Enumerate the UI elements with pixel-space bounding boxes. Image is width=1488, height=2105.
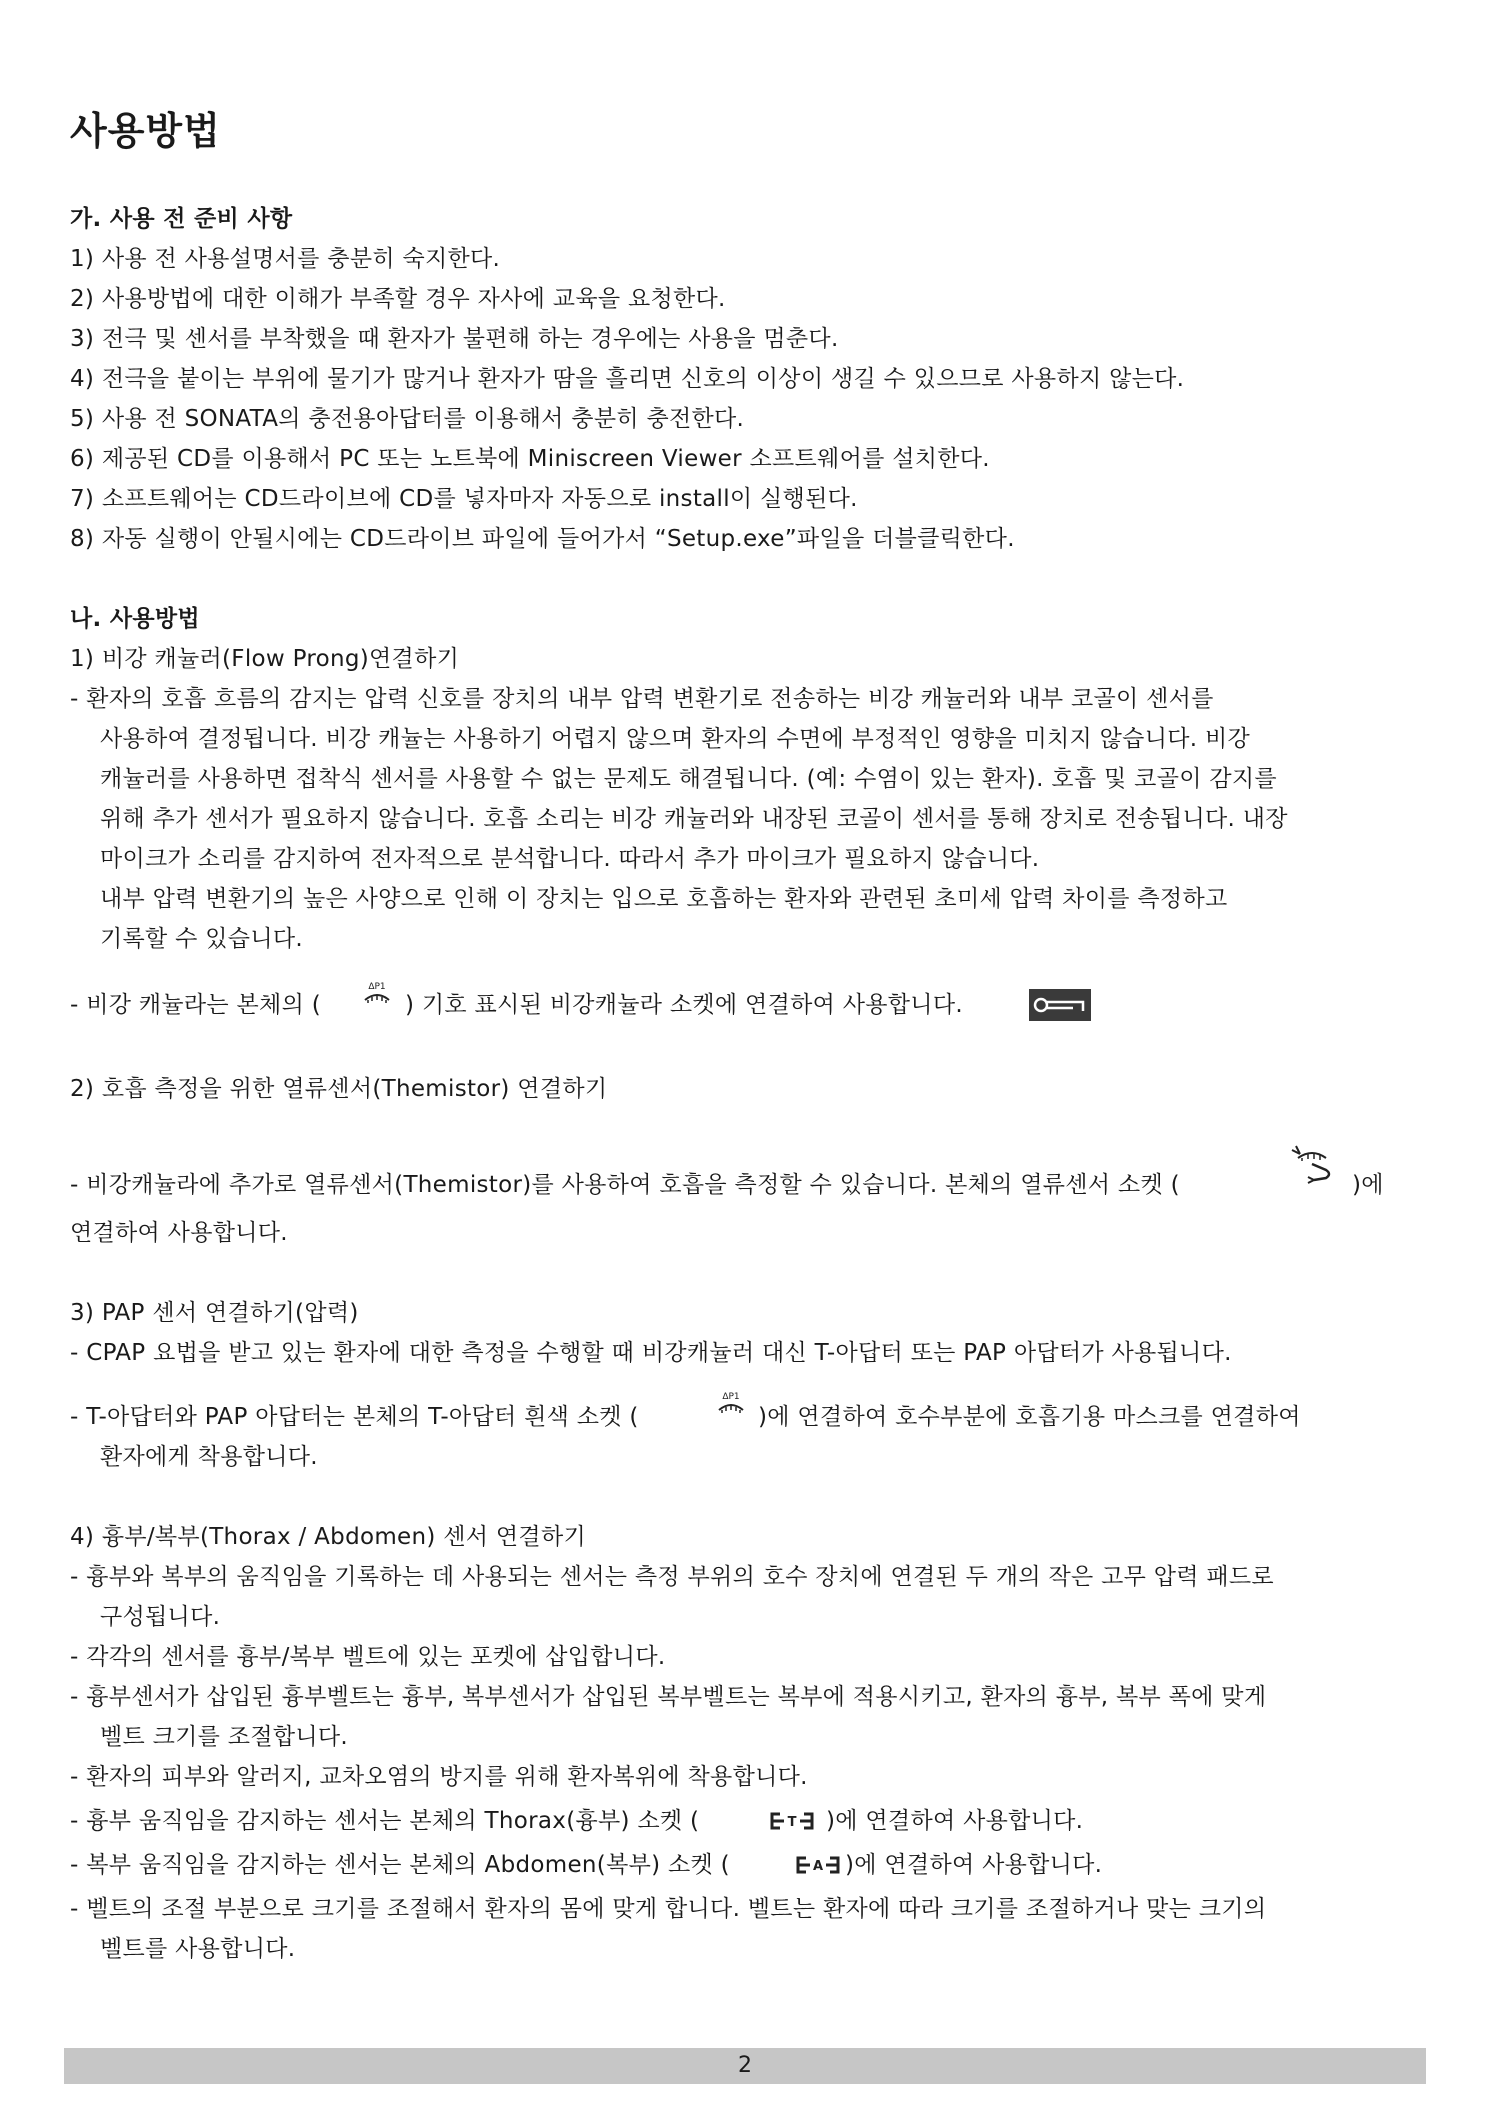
thermistor-line: - 비강캐뉼라에 추가로 열류센서(Themistor)를 사용하여 호흡을 측정할 수 있습니다. 본체의 열류센서 소켓 ( <box>70 1172 1180 1198</box>
pap-line-post: )에 연결하여 호수부분에 호흡기용 마스크를 연결하여 <box>758 1404 1301 1430</box>
subsection-3-heading: 3) PAP 센서 연결하기(압력) <box>70 1300 359 1326</box>
belt-line: 구성됩니다. <box>100 1604 221 1630</box>
thermistor-line-end: )에 <box>1352 1172 1384 1198</box>
belt-line: - 환자의 피부와 알러지, 교차오염의 방지를 위해 환자복위에 착용합니다. <box>70 1764 808 1790</box>
thorax-socket-icon <box>768 1810 816 1832</box>
thermistor-line-2: 연결하여 사용합니다. <box>70 1220 288 1246</box>
nasal-cannula-socket-icon <box>360 978 394 1008</box>
thermistor-socket-icon <box>1288 1144 1336 1194</box>
socket-line-post: ) 기호 표시된 비강캐뉼라 소켓에 연결하여 사용합니다. <box>405 992 963 1018</box>
thorax-line-post: )에 연결하여 사용합니다. <box>826 1808 1084 1834</box>
abdomen-line-post: )에 연결하여 사용합니다. <box>845 1852 1103 1878</box>
section-b-heading: 나. 사용방법 <box>70 606 200 632</box>
section-a-item: 3) 전극 및 센서를 부착했을 때 환자가 불편해 하는 경우에는 사용을 멈춘다. <box>70 326 839 352</box>
section-a-item: 8) 자동 실행이 안될시에는 CD드라이브 파일에 들어가서 “Setup.exe”파일을 더블클릭한다. <box>70 526 1015 552</box>
paragraph-line: 위해 추가 센서가 필요하지 않습니다. 호흡 소리는 비강 캐뉼러와 내장된 코골이 센서를 통해 장치로 전송됩니다. 내장 <box>100 806 1288 832</box>
paragraph-line: 사용하여 결정됩니다. 비강 캐뉼는 사용하기 어렵지 않으며 환자의 수면에 부정적인 영향을 미치지 않습니다. 비강 <box>100 726 1250 752</box>
subsection-1-heading: 1) 비강 캐뉼러(Flow Prong)연결하기 <box>70 646 460 672</box>
t-adapter-socket-icon <box>714 1388 748 1418</box>
section-a-item: 4) 전극을 붙이는 부위에 물기가 많거나 환자가 땀을 흘리면 신호의 이상이 생길 수 있으므로 사용하지 않는다. <box>70 366 1185 392</box>
page-number: 2 <box>738 2053 752 2078</box>
paragraph-line: 마이크가 소리를 감지하여 전자적으로 분석합니다. 따라서 추가 마이크가 필요하지 않습니다. <box>100 846 1040 872</box>
page-footer <box>64 2048 1426 2084</box>
belt-line: - 흉부센서가 삽입된 흉부벨트는 흉부, 복부센서가 삽입된 복부벨트는 복부에 적용시키고, 환자의 흉부, 복부 폭에 맞게 <box>70 1684 1267 1710</box>
section-a-heading: 가. 사용 전 준비 사항 <box>70 206 293 232</box>
belt-line: 벨트를 사용합니다. <box>100 1936 296 1962</box>
nasal-cannula-plug-icon <box>1029 989 1091 1021</box>
belt-line: - 흉부와 복부의 움직임을 기록하는 데 사용되는 센서는 측정 부위의 호수 장치에 연결된 두 개의 작은 고무 압력 패드로 <box>70 1564 1274 1590</box>
section-a-item: 1) 사용 전 사용설명서를 충분히 숙지한다. <box>70 246 501 272</box>
pap-line: - T-아답터와 PAP 아답터는 본체의 T-아답터 흰색 소켓 ( <box>70 1404 639 1430</box>
section-a-item: 2) 사용방법에 대한 이해가 부족할 경우 자사에 교육을 요청한다. <box>70 286 726 312</box>
section-a-item: 5) 사용 전 SONATA의 충전용아답터를 이용해서 충분히 충전한다. <box>70 406 745 432</box>
svg-text:ΔP1: ΔP1 <box>368 982 386 992</box>
socket-line-pre: - 비강 캐뉼라는 본체의 ( <box>70 992 321 1018</box>
pap-line: 환자에게 착용합니다. <box>100 1444 318 1470</box>
abdomen-socket-icon <box>794 1854 842 1876</box>
paragraph-line: 캐뉼러를 사용하면 접착식 센서를 사용할 수 없는 문제도 해결됩니다. (예: 수염이 있는 환자). 호흡 및 코골이 감지를 <box>100 766 1277 792</box>
paragraph-line: 기록할 수 있습니다. <box>100 926 303 952</box>
abdomen-line: - 복부 움직임을 감지하는 센서는 본체의 Abdomen(복부) 소켓 ( <box>70 1852 730 1878</box>
thorax-line: - 흉부 움직임을 감지하는 센서는 본체의 Thorax(흉부) 소켓 ( <box>70 1808 700 1834</box>
belt-line: - 벨트의 조절 부분으로 크기를 조절해서 환자의 몸에 맞게 합니다. 벨트는 환자에 따라 크기를 조절하거나 맞는 크기의 <box>70 1896 1267 1922</box>
paragraph-line: 내부 압력 변환기의 높은 사양으로 인해 이 장치는 입으로 호흡하는 환자와 관련된 초미세 압력 차이를 측정하고 <box>100 886 1228 912</box>
subsection-2-heading: 2) 호흡 측정을 위한 열류센서(Themistor) 연결하기 <box>70 1076 608 1102</box>
belt-line: 벨트 크기를 조절합니다. <box>100 1724 349 1750</box>
page-title: 사용방법 <box>70 109 221 153</box>
thorax-icon-letter: T <box>787 1815 797 1830</box>
abdomen-icon-letter: A <box>812 1859 824 1874</box>
paragraph-line: - 환자의 호흡 흐름의 감지는 압력 신호를 장치의 내부 압력 변환기로 전송하는 비강 캐뉼러와 내부 코골이 센서를 <box>70 686 1214 712</box>
section-a-item: 7) 소프트웨어는 CD드라이브에 CD를 넣자마자 자동으로 install이 실행된다. <box>70 486 858 512</box>
pap-line: - CPAP 요법을 받고 있는 환자에 대한 측정을 수행할 때 비강캐뉼러 대신 T-아답터 또는 PAP 아답터가 사용됩니다. <box>70 1340 1232 1366</box>
svg-text:ΔP1: ΔP1 <box>722 1392 740 1402</box>
belt-line: - 각각의 센서를 흉부/복부 벨트에 있는 포켓에 삽입합니다. <box>70 1644 666 1670</box>
section-a-item: 6) 제공된 CD를 이용해서 PC 또는 노트북에 Miniscreen Viewer 소프트웨어를 설치한다. <box>70 446 990 472</box>
subsection-4-heading: 4) 흉부/복부(Thorax / Abdomen) 센서 연결하기 <box>70 1524 586 1550</box>
